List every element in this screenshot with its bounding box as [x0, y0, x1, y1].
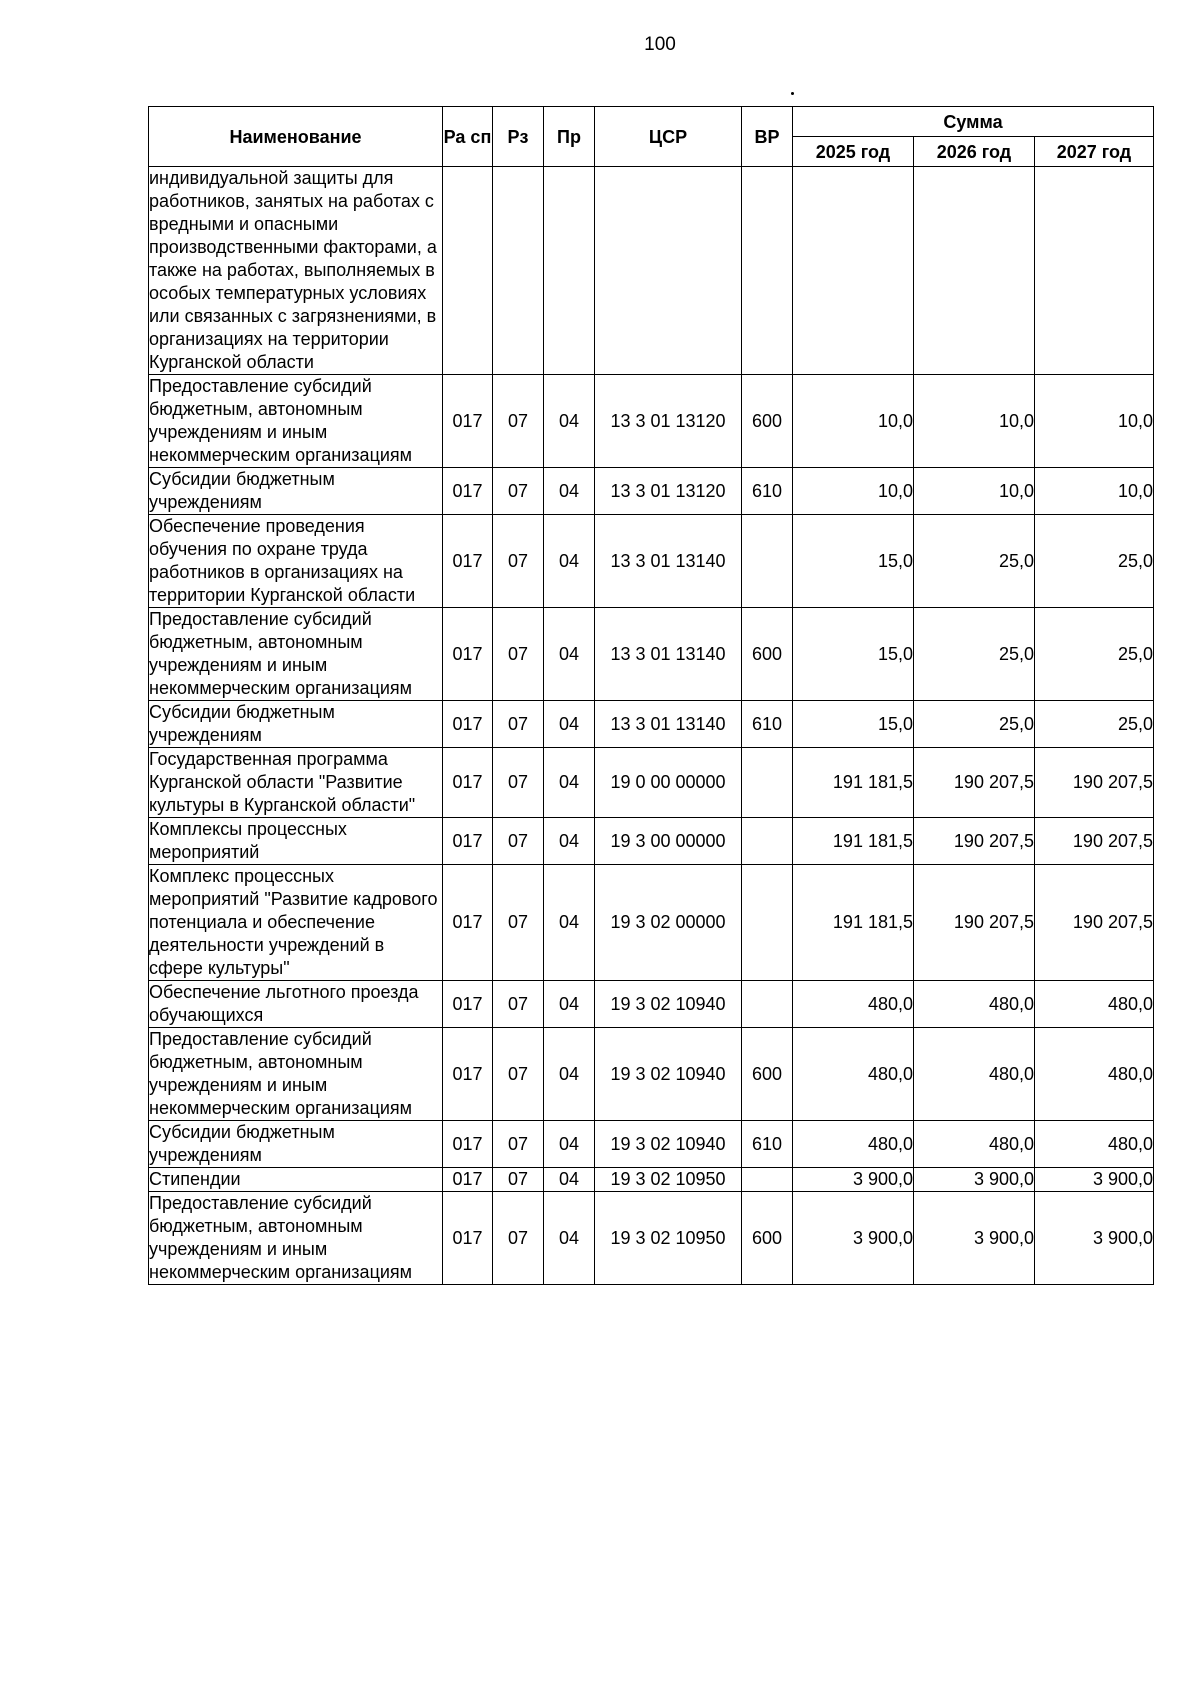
cell-name: Обеспечение льготного проезда обучающихся [149, 981, 443, 1028]
cell-name: Предоставление субсидий бюджетным, автономным учреждениям и иным некоммерческим организациям [149, 375, 443, 468]
cell-2026: 3 900,0 [914, 1192, 1035, 1285]
cell-name: Предоставление субсидий бюджетным, автономным учреждениям и иным некоммерческим организациям [149, 1028, 443, 1121]
cell-csr: 19 3 00 00000 [595, 818, 742, 865]
cell-2027: 480,0 [1035, 981, 1154, 1028]
cell-rasp: 017 [443, 468, 493, 515]
cell-rz: 07 [493, 818, 544, 865]
cell-name: Предоставление субсидий бюджетным, автономным учреждениям и иным некоммерческим организациям [149, 1192, 443, 1285]
cell-vr: 610 [742, 701, 793, 748]
cell-2025: 10,0 [793, 468, 914, 515]
table-row [149, 1168, 1154, 1192]
cell-2027: 10,0 [1035, 375, 1154, 468]
table-row [149, 1028, 1154, 1121]
cell-rz: 07 [493, 515, 544, 608]
cell-vr [742, 515, 793, 608]
cell-pr: 04 [544, 1028, 595, 1121]
cell-name: Субсидии бюджетным учреждениям [149, 1121, 443, 1168]
cell-csr: 13 3 01 13120 [595, 375, 742, 468]
cell-2026: 190 207,5 [914, 865, 1035, 981]
cell-rasp: 017 [443, 981, 493, 1028]
cell-rasp: 017 [443, 1192, 493, 1285]
table-row [149, 748, 1154, 818]
cell-2025: 191 181,5 [793, 818, 914, 865]
cell-2026: 3 900,0 [914, 1168, 1035, 1192]
table-row [149, 1192, 1154, 1285]
cell-2025: 15,0 [793, 515, 914, 608]
cell-2027: 25,0 [1035, 515, 1154, 608]
cell-csr: 19 3 02 10940 [595, 1028, 742, 1121]
cell-pr: 04 [544, 1192, 595, 1285]
budget-table [148, 106, 1154, 1285]
cell-2026: 480,0 [914, 1028, 1035, 1121]
cell-rasp: 017 [443, 701, 493, 748]
header-vr: ВР [742, 107, 793, 167]
table-header [149, 107, 1154, 167]
table-row [149, 818, 1154, 865]
header-pr: Пр [544, 107, 595, 167]
cell-rz: 07 [493, 1121, 544, 1168]
cell-name: Комплексы процессных мероприятий [149, 818, 443, 865]
cell-2027: 190 207,5 [1035, 865, 1154, 981]
cell-rz: 07 [493, 1028, 544, 1121]
cell-2026 [914, 167, 1035, 375]
cell-vr: 600 [742, 1192, 793, 1285]
cell-2025: 15,0 [793, 701, 914, 748]
cell-name: Обеспечение проведения обучения по охране труда работников в организациях на территории Курганской области [149, 515, 443, 608]
cell-2027: 3 900,0 [1035, 1192, 1154, 1285]
cell-rasp: 017 [443, 865, 493, 981]
cell-pr: 04 [544, 865, 595, 981]
cell-csr: 19 3 02 10940 [595, 981, 742, 1028]
cell-2026: 25,0 [914, 515, 1035, 608]
cell-rasp [443, 167, 493, 375]
header-2027: 2027 год [1035, 137, 1154, 167]
cell-2026: 25,0 [914, 608, 1035, 701]
cell-vr [742, 865, 793, 981]
table-row [149, 515, 1154, 608]
cell-vr: 600 [742, 1028, 793, 1121]
cell-2025: 3 900,0 [793, 1192, 914, 1285]
cell-name: Субсидии бюджетным учреждениям [149, 701, 443, 748]
cell-2027: 10,0 [1035, 468, 1154, 515]
cell-name: Государственная программа Курганской области "Развитие культуры в Курганской области" [149, 748, 443, 818]
cell-vr [742, 1168, 793, 1192]
cell-2025: 191 181,5 [793, 748, 914, 818]
cell-rz: 07 [493, 981, 544, 1028]
scan-dot [791, 92, 794, 95]
cell-rz: 07 [493, 468, 544, 515]
cell-pr: 04 [544, 748, 595, 818]
cell-pr [544, 167, 595, 375]
cell-2026: 480,0 [914, 981, 1035, 1028]
cell-name: Субсидии бюджетным учреждениям [149, 468, 443, 515]
cell-vr [742, 748, 793, 818]
table-row [149, 865, 1154, 981]
cell-rasp: 017 [443, 818, 493, 865]
cell-rasp: 017 [443, 1168, 493, 1192]
header-sum: Сумма [793, 107, 1154, 137]
cell-rz [493, 167, 544, 375]
cell-2025: 480,0 [793, 981, 914, 1028]
cell-name: Предоставление субсидий бюджетным, автономным учреждениям и иным некоммерческим организациям [149, 608, 443, 701]
cell-2027: 190 207,5 [1035, 748, 1154, 818]
cell-rasp: 017 [443, 375, 493, 468]
table-row [149, 608, 1154, 701]
cell-2027: 480,0 [1035, 1121, 1154, 1168]
cell-csr: 13 3 01 13140 [595, 608, 742, 701]
table-row [149, 701, 1154, 748]
header-rasp: Ра сп [443, 107, 493, 167]
cell-rasp: 017 [443, 1028, 493, 1121]
cell-vr [742, 818, 793, 865]
cell-csr: 19 3 02 10940 [595, 1121, 742, 1168]
cell-rz: 07 [493, 748, 544, 818]
cell-name: индивидуальной защиты для работников, занятых на работах с вредными и опасными производственными факторами, а также на работах, выполняемых в особых температурных условиях или связанных с загрязнениями, в организациях на территории Курганской области [149, 167, 443, 375]
cell-csr: 13 3 01 13140 [595, 515, 742, 608]
table-row [149, 981, 1154, 1028]
header-2025: 2025 год [793, 137, 914, 167]
cell-pr: 04 [544, 818, 595, 865]
cell-csr: 19 3 02 10950 [595, 1168, 742, 1192]
table-row [149, 167, 1154, 375]
cell-rz: 07 [493, 1192, 544, 1285]
cell-pr: 04 [544, 1168, 595, 1192]
cell-pr: 04 [544, 375, 595, 468]
cell-2026: 480,0 [914, 1121, 1035, 1168]
cell-vr [742, 167, 793, 375]
cell-vr [742, 981, 793, 1028]
cell-pr: 04 [544, 608, 595, 701]
cell-2026: 10,0 [914, 468, 1035, 515]
cell-2026: 25,0 [914, 701, 1035, 748]
cell-2027: 480,0 [1035, 1028, 1154, 1121]
header-2026: 2026 год [914, 137, 1035, 167]
cell-vr: 600 [742, 375, 793, 468]
cell-2027 [1035, 167, 1154, 375]
cell-rasp: 017 [443, 515, 493, 608]
cell-rasp: 017 [443, 748, 493, 818]
cell-name: Стипендии [149, 1168, 443, 1192]
cell-rz: 07 [493, 1168, 544, 1192]
cell-2027: 25,0 [1035, 701, 1154, 748]
cell-2027: 25,0 [1035, 608, 1154, 701]
cell-pr: 04 [544, 468, 595, 515]
cell-csr: 13 3 01 13140 [595, 701, 742, 748]
cell-2025: 480,0 [793, 1121, 914, 1168]
header-csr: ЦСР [595, 107, 742, 167]
table-body [149, 167, 1154, 1285]
cell-pr: 04 [544, 1121, 595, 1168]
cell-rasp: 017 [443, 608, 493, 701]
cell-csr: 13 3 01 13120 [595, 468, 742, 515]
cell-rasp: 017 [443, 1121, 493, 1168]
cell-rz: 07 [493, 375, 544, 468]
cell-2026: 10,0 [914, 375, 1035, 468]
cell-2025: 480,0 [793, 1028, 914, 1121]
header-rz: Рз [493, 107, 544, 167]
cell-csr: 19 3 02 10950 [595, 1192, 742, 1285]
header-name: Наименование [149, 107, 443, 167]
cell-csr: 19 0 00 00000 [595, 748, 742, 818]
cell-2025: 191 181,5 [793, 865, 914, 981]
table-row [149, 468, 1154, 515]
cell-csr [595, 167, 742, 375]
table-row [149, 375, 1154, 468]
cell-rz: 07 [493, 701, 544, 748]
table-row [149, 1121, 1154, 1168]
cell-2026: 190 207,5 [914, 748, 1035, 818]
cell-pr: 04 [544, 701, 595, 748]
cell-2025: 10,0 [793, 375, 914, 468]
cell-pr: 04 [544, 515, 595, 608]
cell-pr: 04 [544, 981, 595, 1028]
page-number: 100 [644, 34, 676, 55]
cell-2026: 190 207,5 [914, 818, 1035, 865]
cell-2025: 3 900,0 [793, 1168, 914, 1192]
cell-rz: 07 [493, 608, 544, 701]
cell-2027: 190 207,5 [1035, 818, 1154, 865]
cell-2025: 15,0 [793, 608, 914, 701]
cell-vr: 600 [742, 608, 793, 701]
cell-csr: 19 3 02 00000 [595, 865, 742, 981]
cell-vr: 610 [742, 1121, 793, 1168]
cell-vr: 610 [742, 468, 793, 515]
cell-2025 [793, 167, 914, 375]
cell-rz: 07 [493, 865, 544, 981]
cell-2027: 3 900,0 [1035, 1168, 1154, 1192]
cell-name: Комплекс процессных мероприятий "Развитие кадрового потенциала и обеспечение деятельности учреждений в сфере культуры" [149, 865, 443, 981]
